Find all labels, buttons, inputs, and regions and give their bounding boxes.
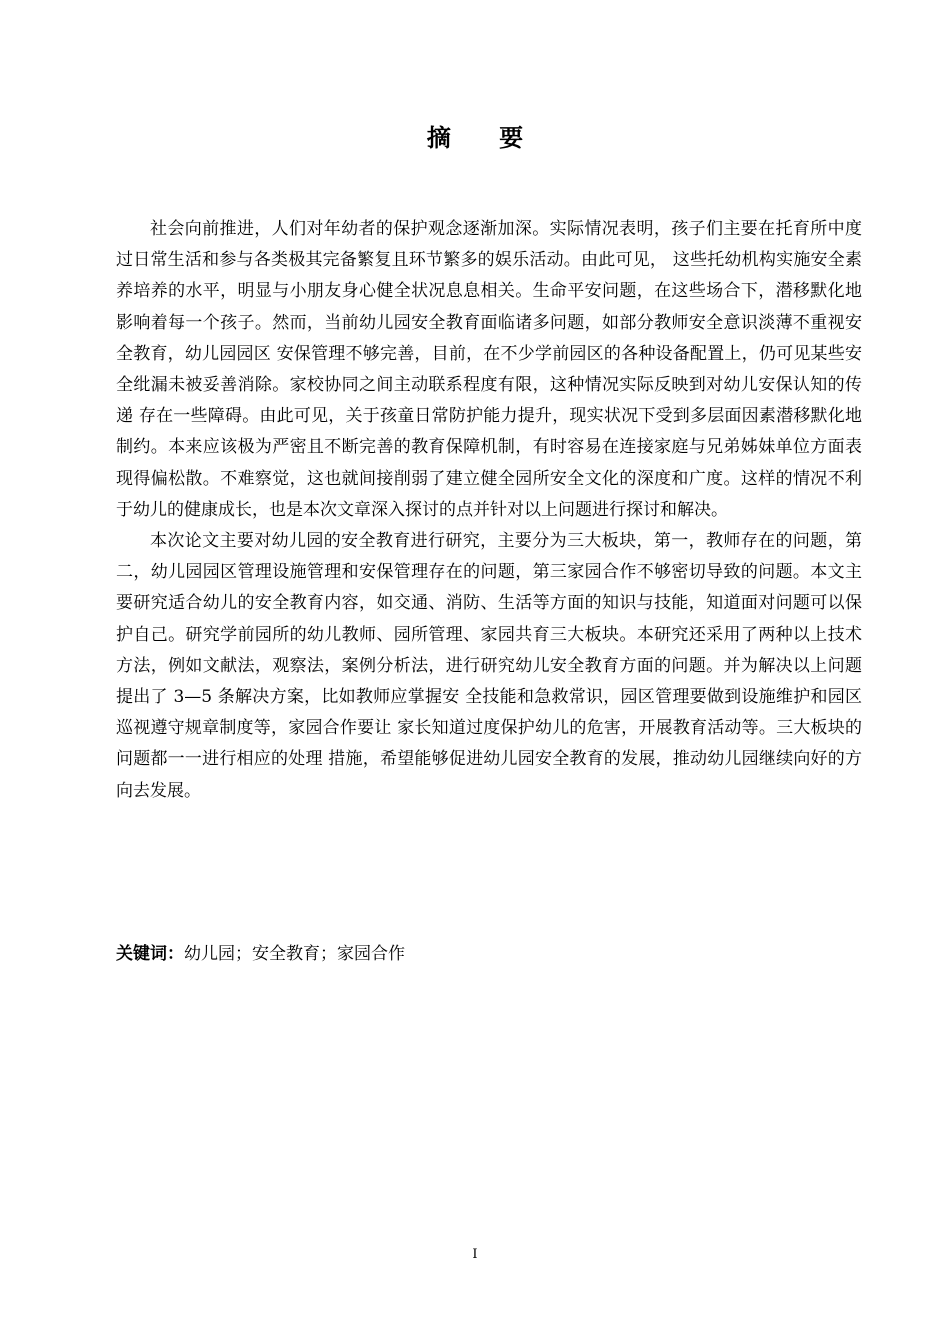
keywords-value: 幼儿园；安全教育；家园合作 <box>184 944 405 964</box>
keywords-label: 关键词： <box>116 944 184 964</box>
keywords-line <box>116 940 862 968</box>
abstract-body <box>116 214 862 807</box>
page-number: I <box>472 1247 478 1262</box>
abstract-paragraph-1: 社会向前推进，人们对年幼者的保护观念逐渐加深。实际情况表明，孩子们主要在托育所中度过日常生活和参与各类极其完备繁复且环节繁多的娱乐活动。由此可见， 这些托幼机构实施安全素养培养的水平，明显与小朋友身心健全状况息息相关。生命平安问题，在这些场合下，潜移默化地影响着每一个孩子。然而，当前幼儿园安全教育面临诸多问题，如部分教师安全意识淡薄不重视安全教育，幼儿园园区 安保管理不够完善，目前，在不少学前园区的各种设备配置上，仍可见某些安全纰漏未被妥善消除。家校协同之间主动联系程度有限，这种情况实际反映到对幼儿安保认知的传递 存在一些障碍。由此可见，关于孩童日常防护能力提升，现实状况下受到多层面因素潜移默化地制约。本来应该极为严密且不断完善的教育保障机制，有时容易在连接家庭与兄弟姊妹单位方面表现得偏松散。不难察觉，这也就间接削弱了建立健全园所安全文化的深度和广度。这样的情况不利于幼儿的健康成长，也是本次文章深入探讨的点并针对以上问题进行探讨和解决。 <box>116 219 862 520</box>
page-title: 摘 要 <box>426 124 544 152</box>
abstract-paragraph-2: 本次论文主要对幼儿园的安全教育进行研究，主要分为三大板块，第一，教师存在的问题，第二，幼儿园园区管理设施管理和安保管理存在的问题，第三家园合作不够密切导致的问题。本文主要研究适合幼儿的安全教育内容，如交通、消防、生活等方面的知识与技能，知道面对问题可以保护自己。研究学前园所的幼儿教师、园所管理、家园共育三大板块。本研究还采用了两种以上技术方法，例如文献法，观察法，案例分析法，进行研究幼儿安全教育方面的问题。并为解决以上问题提出了 3—5 条解决方案，比如教师应掌握安 全技能和急救常识，园区管理要做到设施维护和园区巡视遵守规章制度等，家园合作要让 家长知道过度保护幼儿的危害，开展教育活动等。三大板块的问题都一一进行相应的处理 措施，希望能够促进幼儿园安全教育的发展，推动幼儿园继续向好的方向去发展。 <box>116 531 862 801</box>
